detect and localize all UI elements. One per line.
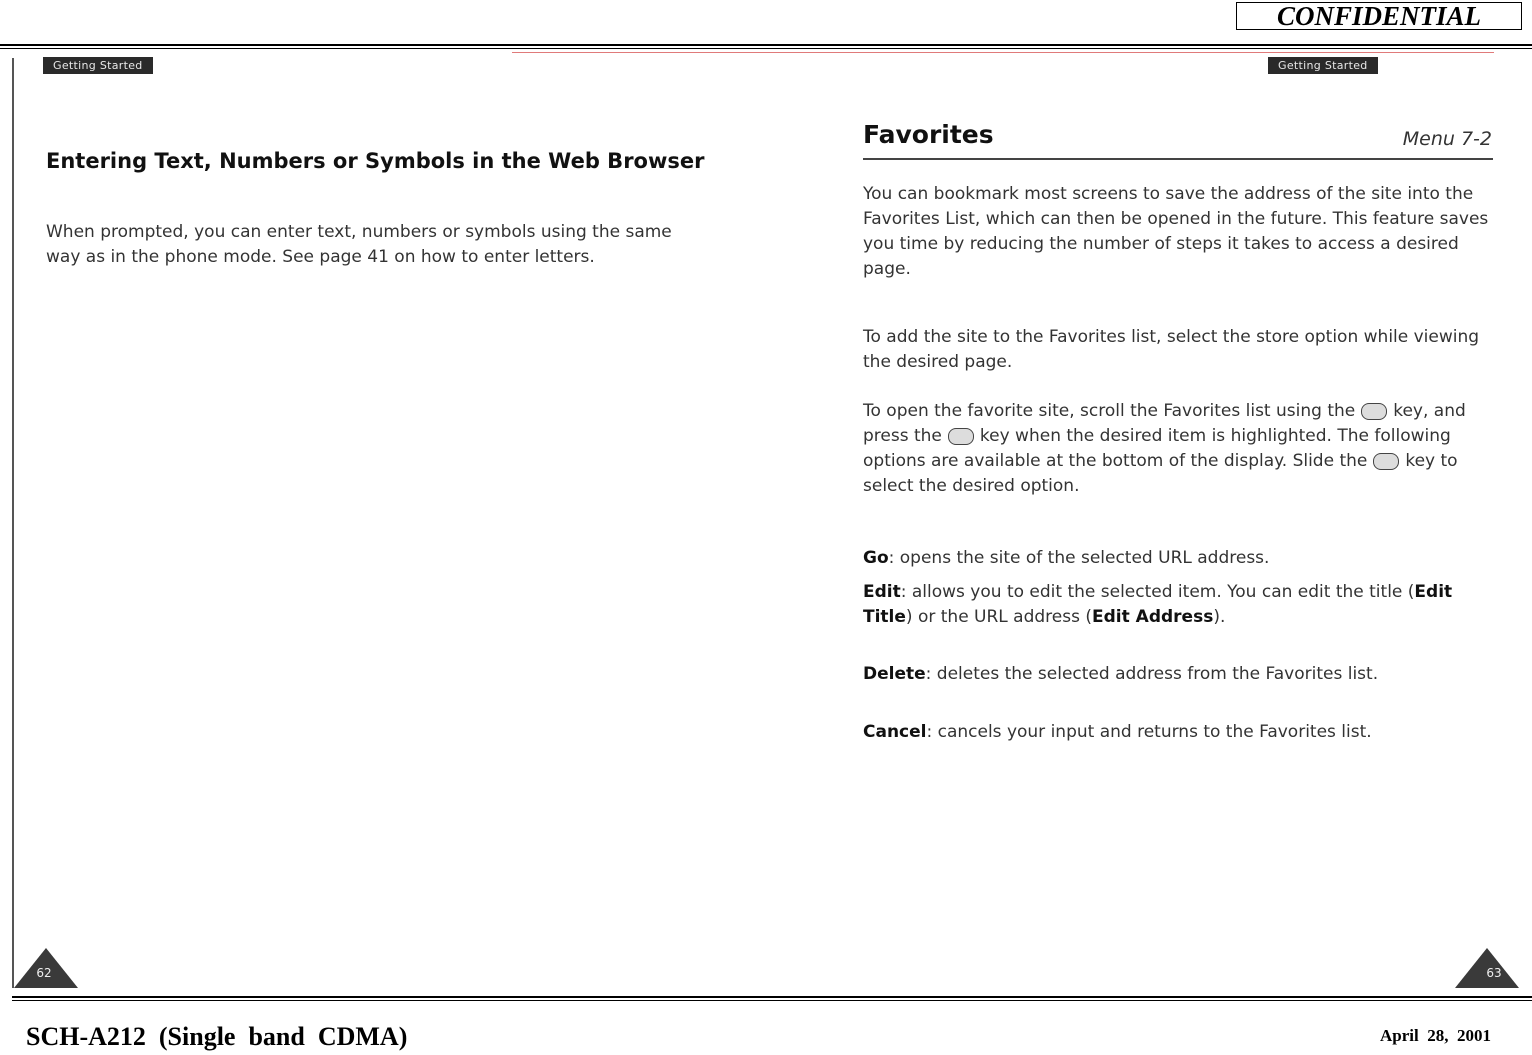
ok-key-icon <box>1361 403 1387 420</box>
bottom-rule-thin <box>12 1000 1532 1001</box>
favorites-para-2: To add the site to the Favorites list, select the store option while viewing the desired page. <box>863 327 1480 372</box>
option-edit <box>863 580 1493 630</box>
title-rule <box>863 158 1493 160</box>
page-number-left: 62 <box>36 966 52 980</box>
option-delete-text: : deletes the selected address from the Favorites list. <box>925 664 1379 684</box>
option-cancel-label: Cancel <box>863 722 927 742</box>
favorites-para-1: You can bookmark most screens to save the address of the site into the Favorites List, which can then be opened in the future. This feature saves you time by reducing the number of steps it takes to access a desired page. <box>863 184 1489 279</box>
footer-model: SCH-A212 (Single band CDMA) <box>26 1022 408 1051</box>
left-paragraph: When prompted, you can enter text, numbers or symbols using the same way as in the phone mode. See page 41 on how to enter letters. <box>46 222 672 267</box>
option-go <box>863 546 1493 571</box>
bottom-rule <box>12 996 1532 998</box>
para3-text-2: key, and press the <box>863 401 1466 446</box>
option-delete-label: Delete <box>863 664 926 684</box>
option-delete <box>863 662 1493 687</box>
option-edit-label: Edit <box>863 582 901 602</box>
option-edit-bold-1: Edit Title <box>863 582 1453 627</box>
favorites-title: Favorites <box>863 120 994 149</box>
para3-text-1: To open the favorite site, scroll the Favorites list using the <box>863 401 1356 421</box>
left-heading: Entering Text, Numbers or Symbols in the Web Browser <box>46 149 705 173</box>
menu-reference: Menu 7-2 <box>1402 128 1492 150</box>
top-rule <box>0 44 1532 46</box>
option-edit-text-1: : allows you to edit the selected item. You can edit the title ( <box>900 582 1415 602</box>
option-go-text: : opens the site of the selected URL address. <box>888 548 1270 568</box>
right-section-tab: Getting Started <box>1268 57 1378 74</box>
option-edit-bold-2: Edit Address <box>1092 607 1214 627</box>
left-section-tab: Getting Started <box>43 57 153 74</box>
option-edit-text-2: ) or the URL address ( <box>905 607 1093 627</box>
confidential-stamp: CONFIDENTIAL <box>1236 2 1522 30</box>
option-edit-text-3: ). <box>1213 607 1226 627</box>
footer-date: April 28, 2001 <box>1380 1026 1491 1045</box>
para3-text-3: key when the desired item is highlighted. The following options are available at the bottom of the display. Slide the <box>863 426 1451 471</box>
top-rule-thin <box>0 48 1532 49</box>
red-divider <box>512 52 1494 53</box>
option-cancel <box>863 720 1493 745</box>
option-go-label: Go <box>863 548 889 568</box>
favorites-para-3 <box>863 399 1493 499</box>
para3-text-4: key to select the desired option. <box>863 451 1458 496</box>
page-edge <box>12 58 14 988</box>
option-cancel-text: : cancels your input and returns to the Favorites list. <box>926 722 1372 742</box>
ok-key-icon <box>1373 453 1399 470</box>
ok-key-icon <box>948 428 974 445</box>
page-number-right: 63 <box>1486 966 1502 980</box>
